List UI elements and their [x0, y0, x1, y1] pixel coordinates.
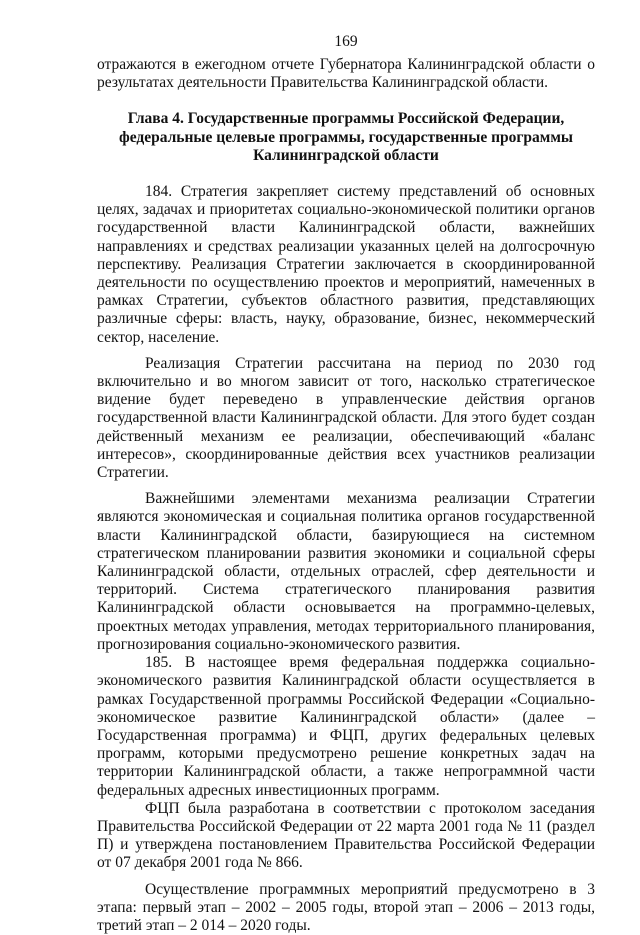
document-page	[97, 32, 595, 935]
paragraph-strategy-period: Реализация Стратегии рассчитана на период по 2030 год включительно и во многом зависит от того, насколько стратегическое видение будет переведено в управленческие действия органов государственной власти Калининградской области. Для этого будет создан действенный механизм ее реализации, обеспечивающий «баланс интересов», скоординированные действия всех участников реализации Стратегии.	[97, 354, 595, 482]
paragraph-185: 185. В настоящее время федеральная поддержка социально-экономического развития Калининградской области осуществляется в рамках Государственной программы Российской Федерации «Социально-экономическое развитие Калининградской области» (далее – Государственная программа) и ФЦП, других федеральных целевых программ, которыми предусмотрено решение конкретных задач на территории Калининградской области, а также непрограммной части федеральных адресных инвестиционных программ.	[97, 654, 595, 799]
paragraph-184: 184. Стратегия закрепляет систему представлений об основных целях, задачах и приоритетах социально-экономической политики органов государственной власти Калининградской области, важнейших направлениях и средствах реализации указанных целей на долгосрочную перспективу. Реализация Стратегии заключается в скоординированной деятельности по осуществлению проектов и мероприятий, намеченных в рамках Стратегии, субъектов областного развития, представляющих различные сферы: власть, науку, образование, бизнес, некоммерческий сектор, население.	[97, 183, 595, 346]
paragraph-mechanism-elements: Важнейшими элементами механизма реализации Стратегии являются экономическая и социальная политика органов государственной власти Калининградской области, базирующиеся на системном стратегическом планировании развития экономики и социальной сферы Калининградской области, отдельных отраслей, сфер деятельности и территорий. Система стратегического планирования развития Калининградской области основывается на программно-целевых, проектных методах управления, методах территориального планирования, прогнозирования социально-экономического развития.	[97, 490, 595, 653]
paragraph-stages: Осуществление программных мероприятий предусмотрено в 3 этапа: первый этап – 2002 – 2005 годы, второй этап – 2006 – 2013 годы, третий этап – 2 014 – 2020 годы.	[97, 880, 595, 934]
intro-paragraph: отражаются в ежегодном отчете Губернатора Калининградской области о результатах деятельности Правительства Калининградской области.	[97, 56, 595, 92]
chapter-title-line-3: Калининградской области	[253, 146, 439, 164]
chapter-title	[97, 110, 595, 165]
page-number: 169	[334, 33, 358, 50]
paragraph-fcp: ФЦП была разработана в соответствии с протоколом заседания Правительства Российской Федерации от 22 марта 2001 года № 11 (раздел П) и утверждена постановлением Правительства Российской Федерации от 07 декабря 2001 года № 866.	[97, 799, 595, 872]
chapter-title-line-2: федеральные целевые программы, государственные программы	[118, 128, 574, 146]
chapter-title-line-1: Глава 4. Государственные программы Российской Федерации,	[127, 110, 565, 128]
